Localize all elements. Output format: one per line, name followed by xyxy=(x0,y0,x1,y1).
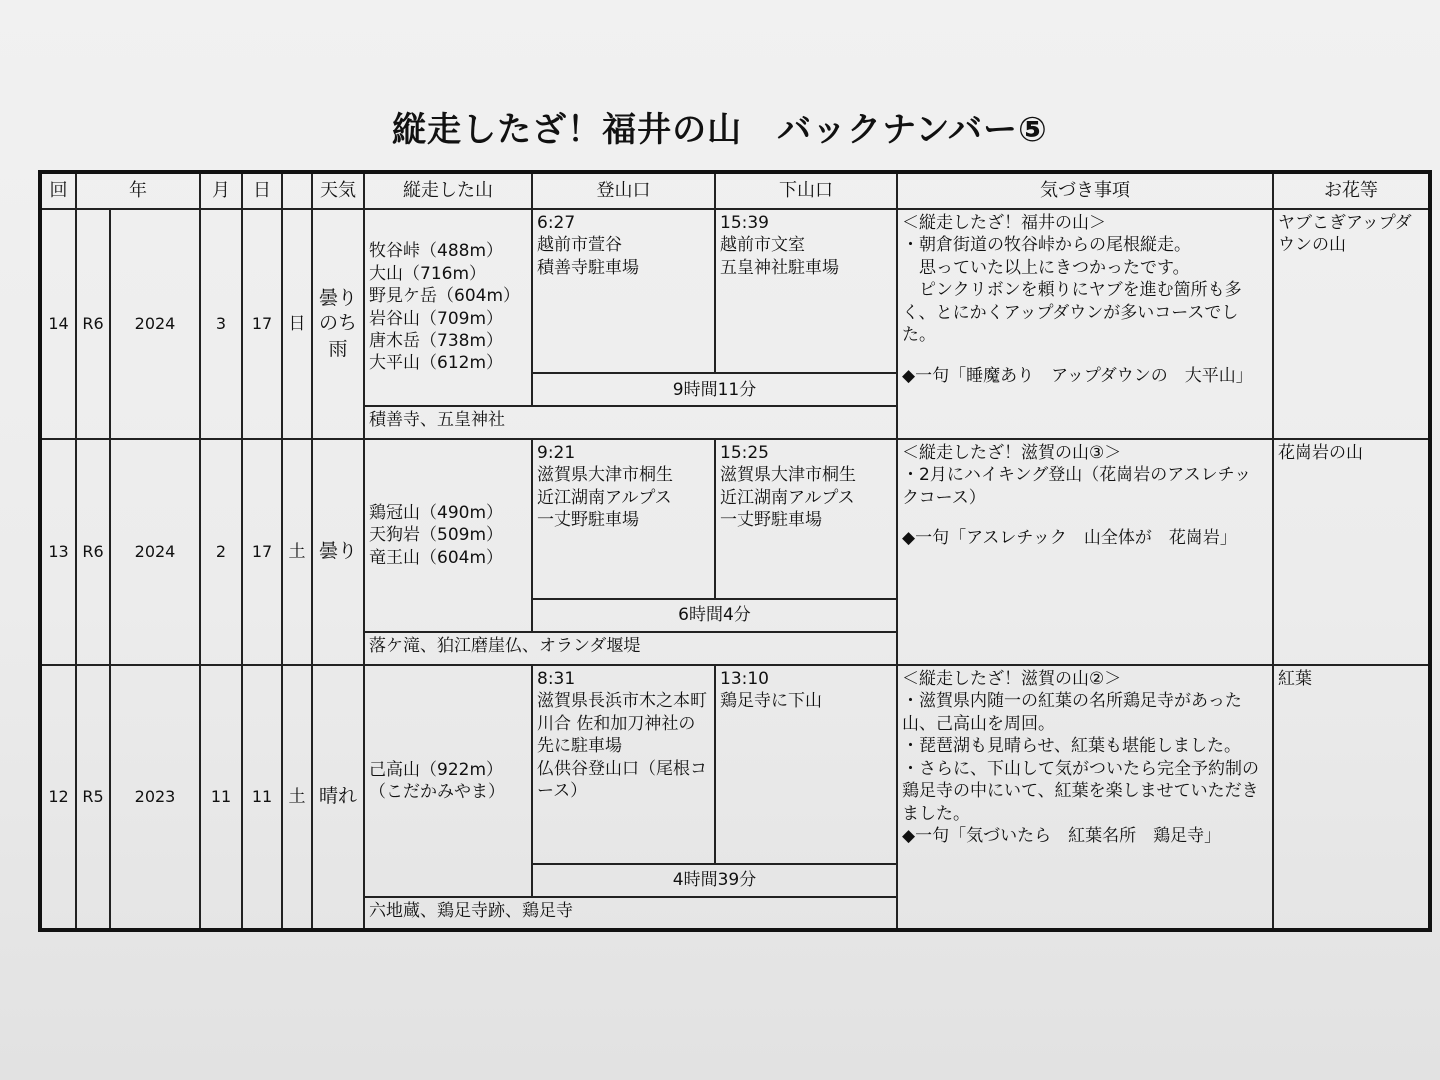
cell-notes xyxy=(897,209,1273,439)
log-row-13 xyxy=(40,439,1430,599)
cell-spots: 落ケ滝、狛江磨崖仏、オランダ堰堤 xyxy=(364,632,897,665)
cell-start xyxy=(532,665,715,864)
end-time: 13:10 xyxy=(720,668,769,689)
header-year: 年 xyxy=(76,172,200,209)
cell-day: 11 xyxy=(242,665,282,930)
notes-body: ・滋賀県内随一の紅葉の名所鶏足寺があった山、己高山を周回。 ・琵琶湖も見晴らせ、紅葉も堪能しました。 ・さらに、下山して気がついたら完全予約制の鶏足寺の中にいて、紅葉を楽しませていただきました。 xyxy=(902,691,1259,824)
cell-notes xyxy=(897,665,1273,930)
cell-duration: 6時間4分 xyxy=(532,599,897,632)
cell-mountains: 己高山（922m） （こだかみやま） xyxy=(364,665,532,897)
cell-year: 2024 xyxy=(110,209,200,439)
cell-month: 11 xyxy=(200,665,242,930)
cell-dow: 日 xyxy=(282,209,312,439)
notes-title: ＜縦走したざ！滋賀の山③＞ xyxy=(902,443,1122,464)
cell-mountains: 牧谷峠（488m） 大山（716m） 野見ケ岳（604m） 岩谷山（709m） 唐木岳（738m） 大平山（612m） xyxy=(364,209,532,406)
cell-mountains: 鶏冠山（490m） 天狗岩（509m） 竜王山（604m） xyxy=(364,439,532,632)
cell-no: 14 xyxy=(40,209,76,439)
notes-title: ＜縦走したざ！福井の山＞ xyxy=(902,213,1106,233)
notes-title: ＜縦走したざ！滋賀の山②＞ xyxy=(902,668,1122,689)
log-row-12 xyxy=(40,665,1430,864)
cell-month: 2 xyxy=(200,439,242,665)
cell-start xyxy=(532,439,715,599)
cell-dow: 土 xyxy=(282,439,312,665)
hiking-log-table xyxy=(38,170,1432,932)
cell-flowers: ヤブこぎアップダウンの山 xyxy=(1273,209,1430,439)
cell-no: 12 xyxy=(40,665,76,930)
cell-year: 2023 xyxy=(110,665,200,930)
header-flowers: お花等 xyxy=(1273,172,1430,209)
cell-duration: 4時間39分 xyxy=(532,864,897,897)
notes-body: ・2月にハイキング登山（花崗岩のアスレチックコース） xyxy=(902,465,1252,508)
header-end: 下山口 xyxy=(715,172,897,209)
cell-dow: 土 xyxy=(282,665,312,930)
cell-notes xyxy=(897,439,1273,665)
header-mountains: 縦走した山 xyxy=(364,172,532,209)
end-place: 鶏足寺に下山 xyxy=(720,691,822,712)
cell-day: 17 xyxy=(242,439,282,665)
cell-weather: 曇り xyxy=(312,439,364,665)
cell-weather: 晴れ xyxy=(312,665,364,930)
notes-haiku: ◆一句「気づいたら 紅葉名所 鶏足寺」 xyxy=(902,826,1222,847)
header-notes: 気づき事項 xyxy=(897,172,1273,209)
start-time: 8:31 xyxy=(537,668,576,689)
end-time: 15:25 xyxy=(720,443,769,464)
cell-flowers: 紅葉 xyxy=(1273,665,1430,930)
cell-month: 3 xyxy=(200,209,242,439)
cell-start xyxy=(532,209,715,373)
start-time: 6:27 xyxy=(537,213,576,233)
header-no: 回 xyxy=(40,172,76,209)
cell-end xyxy=(715,439,897,599)
notes-haiku: ◆一句「アスレチック 山全体が 花崗岩」 xyxy=(902,528,1237,549)
cell-weather: 曇り のち 雨 xyxy=(312,209,364,439)
cell-end xyxy=(715,209,897,373)
header-start: 登山口 xyxy=(532,172,715,209)
end-time: 15:39 xyxy=(720,213,769,233)
cell-era: R5 xyxy=(76,665,110,930)
header-day: 日 xyxy=(242,172,282,209)
notes-haiku: ◆一句「睡魔あり アップダウンの 大平山」 xyxy=(902,365,1253,386)
cell-era: R6 xyxy=(76,209,110,439)
end-place: 越前市文室 五皇神社駐車場 xyxy=(720,235,839,278)
start-time: 9:21 xyxy=(537,443,576,464)
start-place: 滋賀県長浜市木之本町川合 佐和加刀神社の先に駐車場 仏供谷登山口（尾根コース） xyxy=(537,691,707,802)
page-title: 縦走したざ！福井の山 バックナンバー⑤ xyxy=(392,110,1048,150)
cell-duration: 9時間11分 xyxy=(532,373,897,406)
end-place: 滋賀県大津市桐生 近江湖南アルプス 一丈野駐車場 xyxy=(720,465,856,531)
header-row xyxy=(40,172,1430,209)
header-month: 月 xyxy=(200,172,242,209)
cell-spots: 積善寺、五皇神社 xyxy=(364,406,897,439)
cell-end xyxy=(715,665,897,864)
header-dow xyxy=(282,172,312,209)
cell-year: 2024 xyxy=(110,439,200,665)
cell-spots: 六地蔵、鶏足寺跡、鶏足寺 xyxy=(364,897,897,930)
header-weather: 天気 xyxy=(312,172,364,209)
start-place: 越前市萱谷 積善寺駐車場 xyxy=(537,235,639,278)
cell-day: 17 xyxy=(242,209,282,439)
cell-era: R6 xyxy=(76,439,110,665)
notes-body: ・朝倉街道の牧谷峠からの尾根縦走。 思っていた以上にきつかったです。 ピンクリボンを頼りにヤブを進む箇所も多く、とにかくアップダウンが多いコースでした。 xyxy=(902,235,1242,346)
cell-no: 13 xyxy=(40,439,76,665)
log-row-14 xyxy=(40,209,1430,373)
cell-flowers: 花崗岩の山 xyxy=(1273,439,1430,665)
start-place: 滋賀県大津市桐生 近江湖南アルプス 一丈野駐車場 xyxy=(537,465,673,531)
